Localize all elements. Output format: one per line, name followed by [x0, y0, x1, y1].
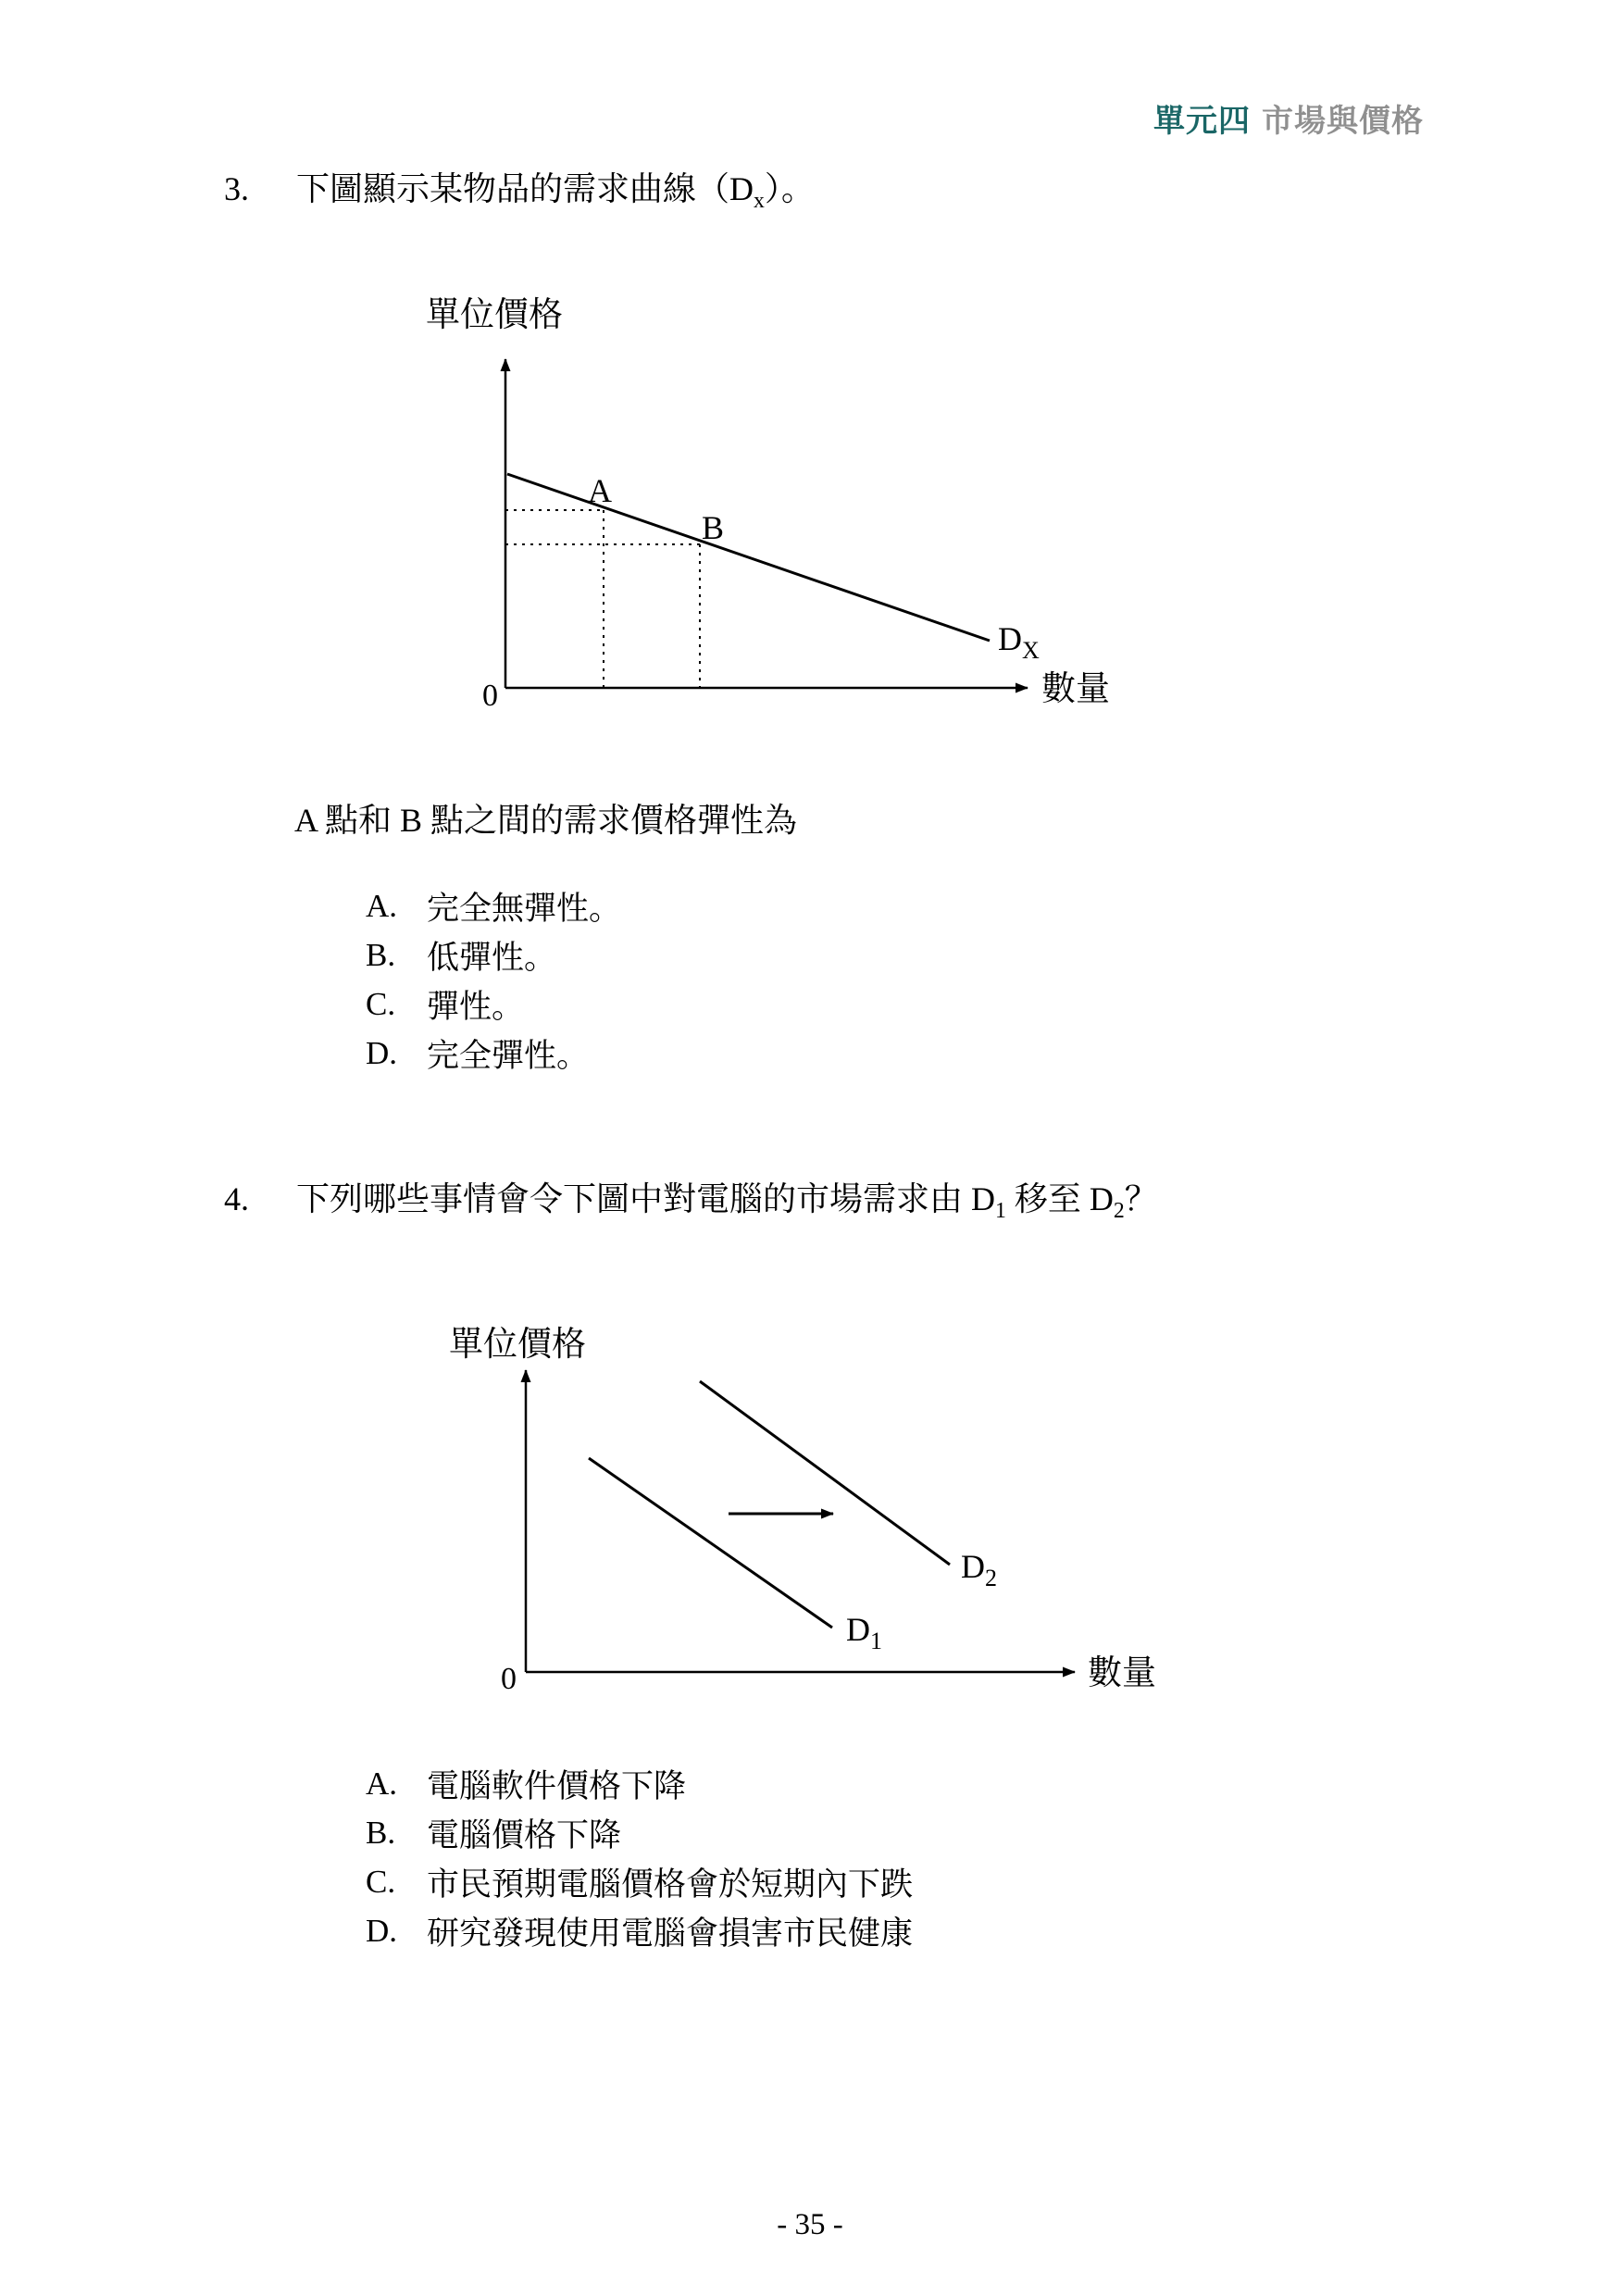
q4-prompt-mid: 移至 D [1005, 1180, 1114, 1217]
q3-option-b-text: 低彈性。 [427, 939, 557, 976]
q3-demand-curve-diagram [389, 268, 1176, 750]
q4-d2-label [961, 1548, 997, 1591]
q3-point-b-label: B [701, 509, 725, 546]
unit-title-label: 市場與價格 [1262, 104, 1424, 139]
q4-x-axis-label: 數量 [1088, 1654, 1156, 1692]
q4-prompt-sub1: 1 [995, 1199, 1006, 1224]
q4-option-b-text: 電腦價格下降 [427, 1816, 622, 1853]
q3-prompt-subscript: x [754, 189, 765, 214]
q4-option-a-text: 電腦軟件價格下降 [427, 1767, 687, 1804]
q3-options [366, 881, 621, 1078]
q4-d1-label-base: D [846, 1611, 870, 1648]
q4-d2-label-sub: 2 [985, 1565, 997, 1591]
q3-option-c-label: C. [366, 985, 396, 1022]
unit-number-label: 單元四 [1153, 104, 1251, 139]
question-3-prompt [224, 168, 815, 214]
q4-option-d-text: 研究發現使用電腦會損害市民健康 [427, 1915, 914, 1952]
q4-d1-label-sub: 1 [870, 1628, 882, 1654]
q3-curve-label [998, 620, 1040, 664]
q4-option-d-label: D. [366, 1912, 398, 1949]
q3-option-a-text: 完全無彈性。 [427, 890, 622, 927]
q3-option-a-label: A. [366, 887, 398, 924]
q3-option-d-text: 完全彈性。 [427, 1037, 590, 1074]
q4-option-a [366, 1759, 913, 1808]
q3-curve-label-sub: X [1022, 637, 1040, 664]
q3-option-c-text: 彈性。 [427, 988, 525, 1025]
q4-prompt-prefix: 下列哪些事情會令下圖中對電腦的市場需求由 D [296, 1180, 995, 1217]
q4-option-b [366, 1808, 913, 1857]
q3-option-c [366, 980, 621, 1029]
q4-options [366, 1759, 913, 1955]
q4-option-c [366, 1857, 913, 1906]
q4-y-axis-label: 單位價格 [449, 1326, 586, 1364]
q3-option-b-label: B. [366, 936, 396, 973]
question-4-text [296, 1179, 1158, 1224]
q4-demand-curve-d1 [589, 1458, 832, 1628]
q3-option-a [366, 881, 621, 930]
q4-option-a-label: A. [366, 1765, 398, 1802]
question-4-prompt [224, 1179, 1158, 1224]
q3-option-d [366, 1029, 621, 1078]
q3-option-d-label: D. [366, 1034, 398, 1071]
question-3-text [296, 168, 815, 214]
q4-option-b-label: B. [366, 1814, 396, 1851]
q3-subquestion: A 點和 B 點之間的需求價格彈性為 [294, 802, 798, 839]
q4-option-c-label: C. [366, 1863, 396, 1900]
q3-x-axis-label: 數量 [1041, 670, 1110, 708]
q4-prompt-sub2: 2 [1113, 1199, 1125, 1224]
q4-d2-label-base: D [961, 1548, 985, 1585]
q3-option-b [366, 930, 621, 980]
q4-demand-curve-d2 [700, 1381, 950, 1565]
q3-prompt-suffix: ）。 [764, 170, 815, 207]
q4-option-c-text: 市民預期電腦價格會於短期內下跌 [427, 1866, 914, 1903]
q4-prompt-suffix: ？ [1124, 1180, 1158, 1217]
q3-origin-label: 0 [482, 679, 498, 713]
page-number: - 35 - [777, 2208, 843, 2241]
q3-demand-curve [507, 474, 990, 641]
question-3-number: 3. [224, 170, 249, 207]
q3-y-axis-label: 單位價格 [426, 296, 563, 334]
q4-d1-label [846, 1611, 882, 1654]
question-4-number: 4. [224, 1180, 249, 1217]
q4-option-d [366, 1906, 913, 1955]
q4-origin-label: 0 [501, 1662, 517, 1696]
q3-point-a-label: A [588, 472, 612, 509]
q3-curve-label-base: D [998, 620, 1022, 657]
page-header [1153, 95, 1424, 141]
q4-demand-shift-diagram [398, 1296, 1157, 1703]
q3-prompt-prefix: 下圖顯示某物品的需求曲線（D [296, 170, 754, 207]
